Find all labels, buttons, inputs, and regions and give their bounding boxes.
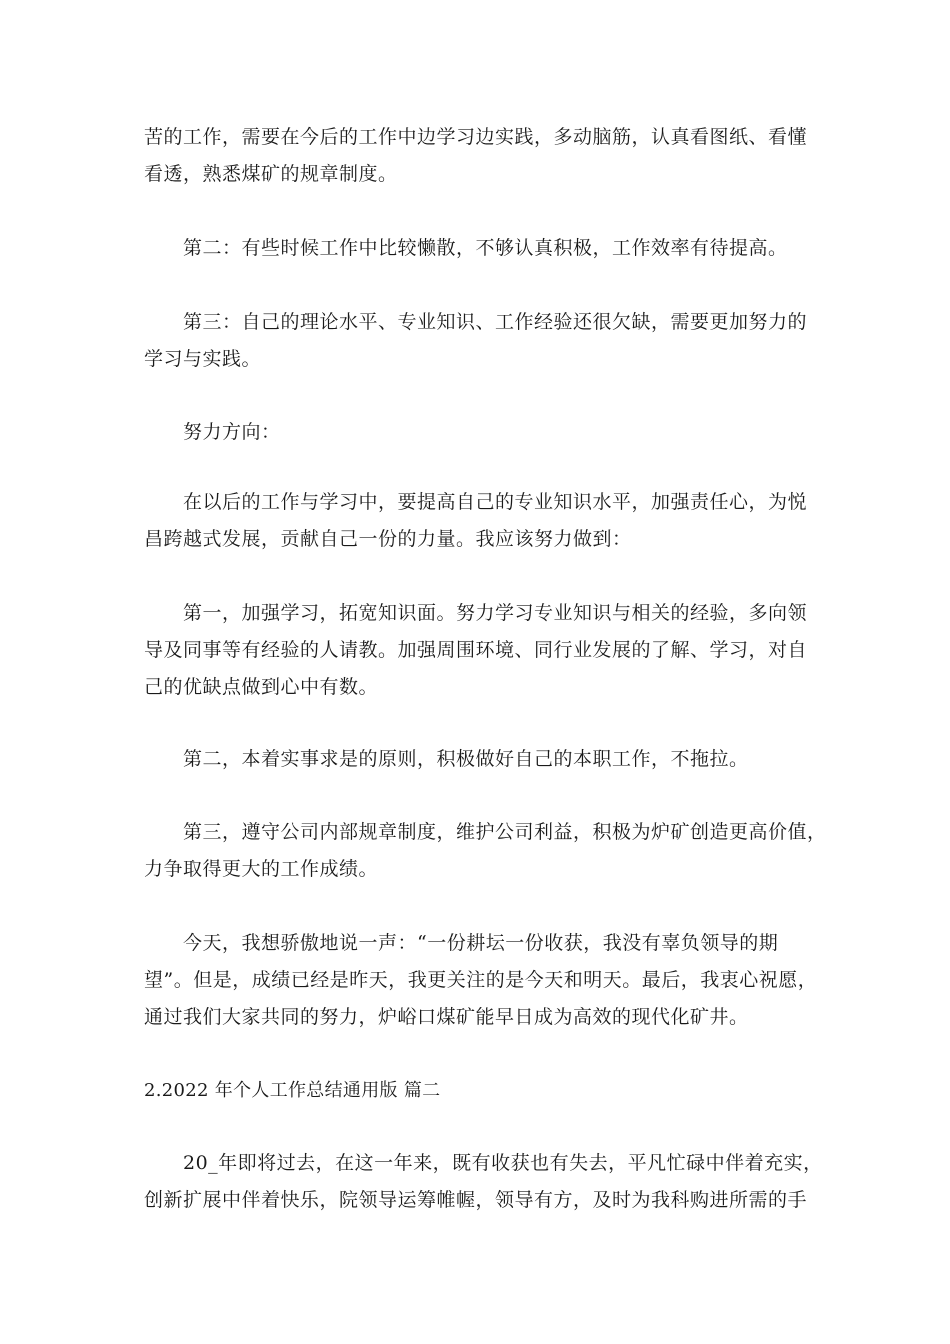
paragraph-shortcoming-2 [144, 230, 824, 267]
text-line: 20_年即将过去，在这一年来，既有收获也有失去，平凡忙碌中伴着充实， [183, 1152, 823, 1174]
text-line: 第一，加强学习，拓宽知识面。努力学习专业知识与相关的经验，多向领 [183, 602, 808, 624]
paragraph-work-continuation [144, 119, 824, 193]
text-line: 望”。但是，成绩已经是昨天，我更关注的是今天和明天。最后，我衷心祝愿， [144, 969, 818, 991]
paragraph-goal-1 [144, 595, 824, 706]
text-line: 力争取得更大的工作成绩。 [144, 858, 379, 880]
paragraph-conclusion [144, 925, 824, 1036]
text-line: 第二，本着实事求是的原则，积极做好自己的本职工作，不拖拉。 [183, 748, 749, 770]
text-line: 今天，我想骄傲地说一声：“一份耕坛一份收获，我没有辜负领导的期 [183, 932, 779, 954]
text-line: 己的优缺点做到心中有数。 [144, 676, 379, 698]
text-line: 在以后的工作与学习中，要提高自己的专业知识水平，加强责任心，为悦 [183, 491, 808, 513]
text-line: 通过我们大家共同的努力，炉峪口煤矿能早日成为高效的现代化矿井。 [144, 1006, 749, 1028]
text-line: 努力方向： [183, 421, 281, 443]
paragraph-shortcoming-3 [144, 304, 824, 378]
paragraph-future-work [144, 484, 824, 558]
text-line: 第三：自己的理论水平、专业知识、工作经验还很欠缺，需要更加努力的 [183, 311, 808, 333]
text-line: 第三，遵守公司内部规章制度，维护公司利益，积极为炉矿创造更高价值， [183, 821, 827, 843]
text-line: 苦的工作，需要在今后的工作中边学习边实践，多动脑筋，认真看图纸、看懂 [144, 126, 808, 148]
text-line: 学习与实践。 [144, 348, 262, 370]
section-heading: 2.2022 年个人工作总结通用版 篇二 [144, 1080, 441, 1101]
text-line: 第二：有些时候工作中比较懒散，不够认真积极，工作效率有待提高。 [183, 237, 788, 259]
text-line: 昌跨越式发展，贡献自己一份的力量。我应该努力做到： [144, 528, 632, 550]
text-line: 看透，熟悉煤矿的规章制度。 [144, 163, 398, 185]
paragraph-direction-label [144, 414, 824, 451]
text-line: 导及同事等有经验的人请教。加强周围环境、同行业发展的了解、学习，对自 [144, 639, 808, 661]
text-line: 创新扩展中伴着快乐，院领导运筹帷幄，领导有方，及时为我科购进所需的手 [144, 1189, 808, 1211]
paragraph-goal-2 [144, 741, 824, 778]
paragraph-goal-3 [144, 814, 827, 888]
paragraph-section-intro [144, 1145, 824, 1219]
